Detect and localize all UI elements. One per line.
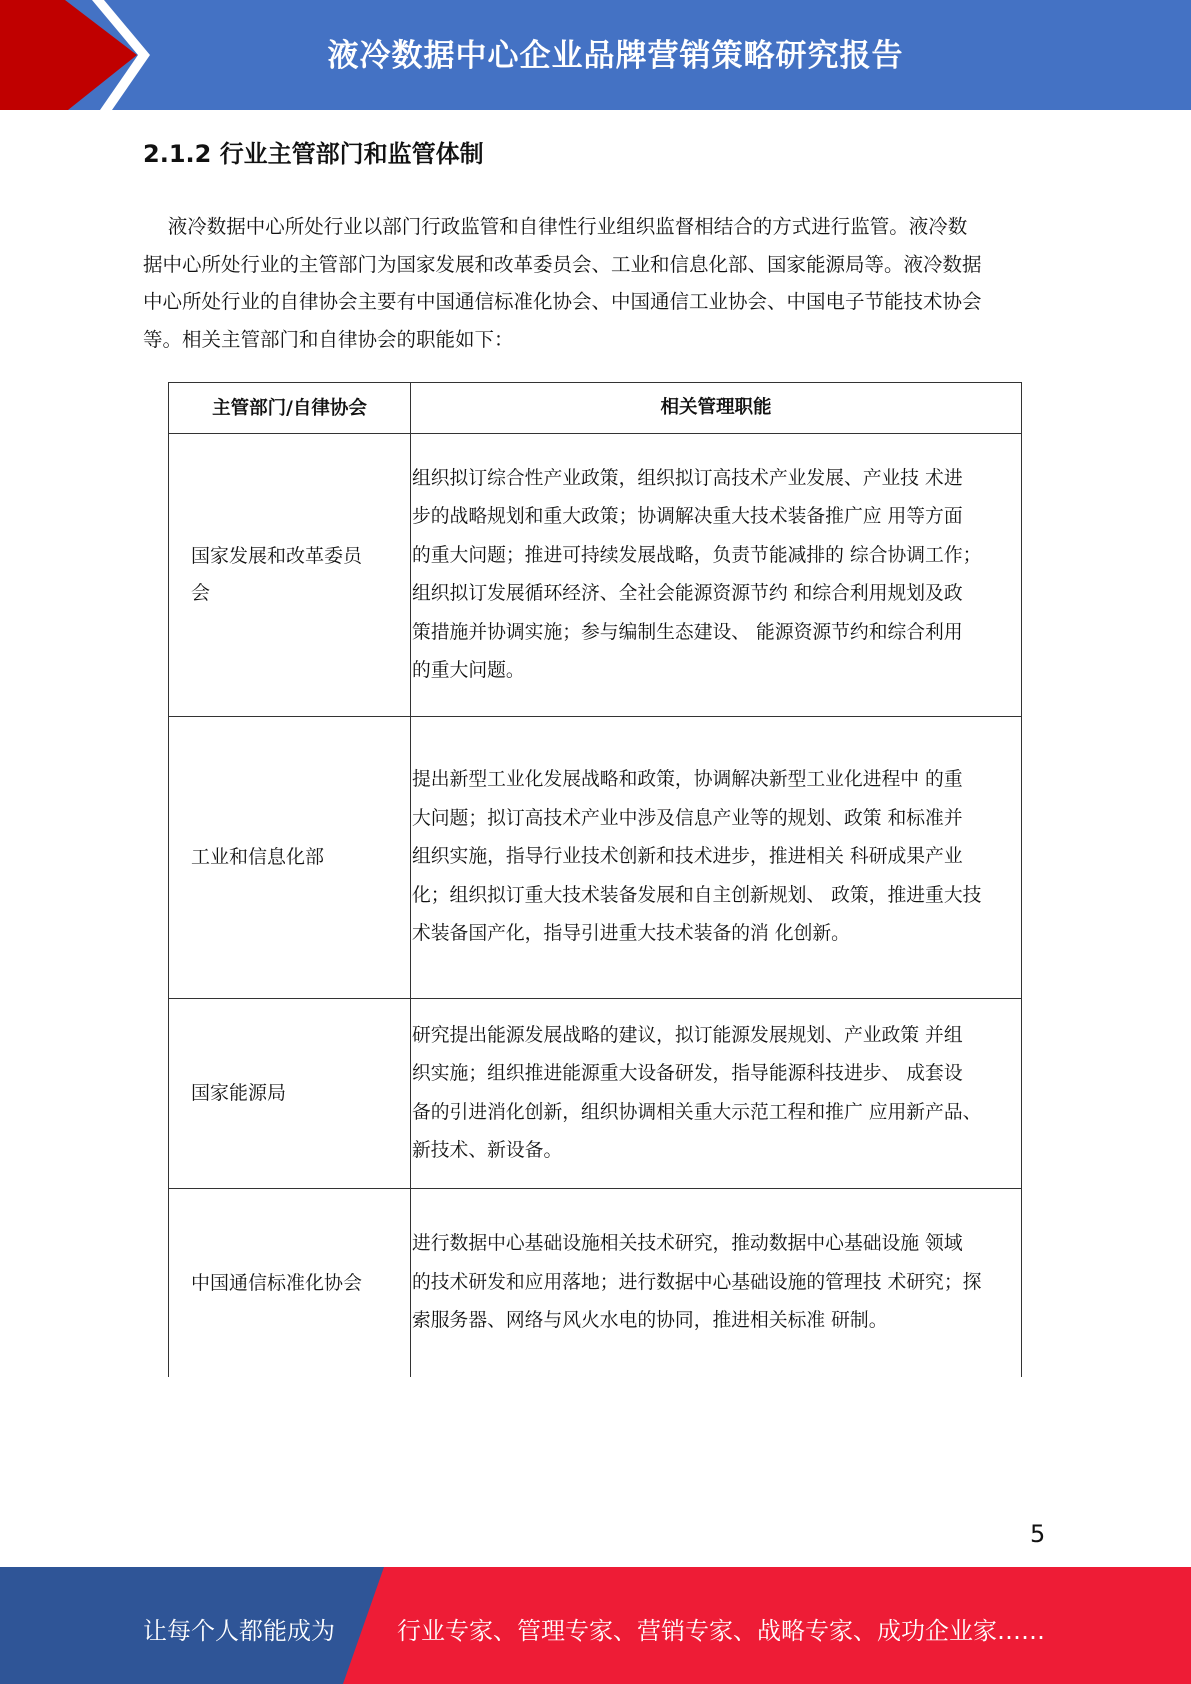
function-line: 研究提出能源发展战略的建议，拟订能源发展规划、产业政策 并组 xyxy=(412,1024,963,1046)
table-row xyxy=(168,1188,1022,1377)
functions-cell xyxy=(411,999,1022,1188)
report-header-banner xyxy=(0,0,1191,110)
functions-cell xyxy=(411,434,1022,716)
table-row xyxy=(168,998,1022,1188)
function-line: 术装备国产化，指导引进重大技术装备的消 化创新。 xyxy=(412,923,850,945)
table-row xyxy=(168,433,1022,716)
function-line: 提出新型工业化发展战略和政策，协调解决新型工业化进程中 的重 xyxy=(412,769,963,791)
function-line: 的技术研发和应用落地；进行数据中心基础设施的管理技 术研究；探 xyxy=(412,1271,982,1293)
dept-line: 国家发展和改革委员 xyxy=(191,545,363,567)
paragraph-line: 等。相关主管部门和自律协会的职能如下： xyxy=(143,327,514,351)
footer-slogan-left: 让每个人都能成为 xyxy=(143,1617,335,1645)
dept-cell: 工业和信息化部 xyxy=(168,717,411,998)
function-line: 组织拟订发展循环经济、全社会能源资源节约 和综合利用规划及政 xyxy=(412,583,963,604)
section-heading: 2.1.2 行业主管部门和监管体制 xyxy=(143,140,484,168)
function-line: 备的引进消化创新，组织协调相关重大示范工程和推广 应用新产品、 xyxy=(412,1101,982,1123)
function-line: 进行数据中心基础设施相关技术研究，推动数据中心基础设施 领域 xyxy=(412,1233,963,1255)
paragraph-line: 液冷数据中心所处行业以部门行政监管和自律性行业组织监督相结合的方式进行监管。液冷数 xyxy=(143,215,968,238)
intro-paragraph xyxy=(143,208,1048,358)
function-line: 织实施；组织推进能源重大设备研发，指导能源科技进步、 成套设 xyxy=(412,1063,963,1084)
function-line: 组织拟订综合性产业政策，组织拟订高技术产业发展、产业技 术进 xyxy=(412,467,963,489)
table-row xyxy=(168,716,1022,998)
function-line: 大问题；拟订高技术产业中涉及信息产业等的规划、政策 和标准并 xyxy=(412,807,963,829)
functions-cell xyxy=(411,1189,1022,1377)
dept-cell: 国家能源局 xyxy=(168,999,411,1188)
paragraph-line: 据中心所处行业的主管部门为国家发展和改革委员会、工业和信息化部、国家能源局等。液冷数据 xyxy=(143,252,982,276)
function-line: 的重大问题。 xyxy=(412,660,525,681)
footer-slogan-right: 行业专家、管理专家、营销专家、战略专家、成功企业家…… xyxy=(397,1617,1045,1645)
function-line: 的重大问题；推进可持续发展战略，负责节能减排的 综合协调工作； xyxy=(412,544,982,566)
function-line: 新技术、新设备。 xyxy=(412,1140,563,1161)
dept-cell xyxy=(168,434,411,716)
function-line: 索服务器、网络与风火水电的协同，推进相关标准 研制。 xyxy=(412,1310,888,1332)
function-line: 组织实施，指导行业技术创新和技术进步，推进相关 科研成果产业 xyxy=(412,846,963,868)
dept-line: 会 xyxy=(191,582,211,604)
page-number: 5 xyxy=(1030,1520,1046,1548)
function-line: 化；组织拟订重大技术装备发展和自主创新规划、 政策，推进重大技 xyxy=(412,884,982,906)
table-header-row xyxy=(168,382,1022,433)
dept-cell: 中国通信标准化协会 xyxy=(168,1189,411,1377)
report-title: 液冷数据中心企业品牌营销策略研究报告 xyxy=(327,38,904,74)
paragraph-line: 中心所处行业的自律协会主要有中国通信标准化协会、中国通信工业协会、中国电子节能技术协会 xyxy=(143,290,982,313)
footer-banner xyxy=(0,1567,1191,1684)
column-header: 相关管理职能 xyxy=(411,383,1022,433)
functions-cell xyxy=(411,717,1022,998)
column-header: 主管部门/自律协会 xyxy=(168,383,411,433)
regulator-table xyxy=(168,382,1022,1377)
function-line: 步的战略规划和重大政策；协调解决重大技术装备推广应 用等方面 xyxy=(412,506,963,527)
function-line: 策措施并协调实施；参与编制生态建设、 能源资源节约和综合利用 xyxy=(412,621,963,643)
